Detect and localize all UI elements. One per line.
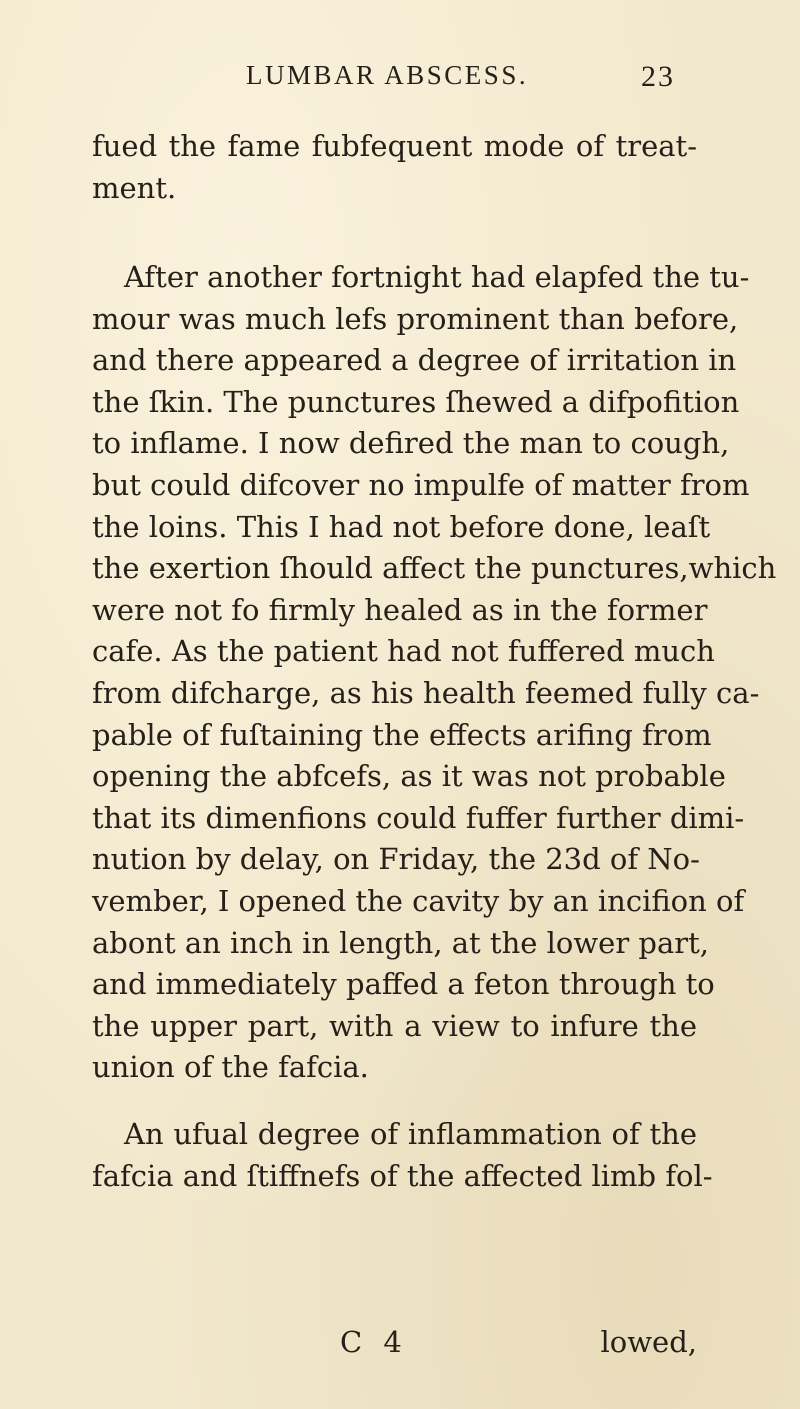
catchline (92, 1321, 697, 1363)
text-line: fued the fame fubfequent mode of treat- (92, 129, 697, 163)
text-line: ment. (92, 170, 177, 205)
text-line: opening the abfcefs, as it was not probable (92, 759, 726, 794)
text-line: An ufual degree of inflammation of the (124, 1117, 697, 1151)
text-line: the loins. This I had not before done, leaſt (92, 509, 711, 544)
text-line: pable of fuſtaining the effects arifing from (92, 717, 712, 752)
text-line: cafe. As the patient had not fuffered much (92, 634, 715, 669)
page-number: 23 (641, 60, 675, 93)
text-line: and there appeared a degree of irritation in (92, 343, 737, 378)
paragraph-1 (92, 126, 697, 209)
text-line: abont an inch in length, at the lower part, (92, 925, 710, 960)
text-line: but could difcover no impulfe of matter from (92, 467, 750, 502)
paragraph-3 (92, 1114, 713, 1197)
signature-mark: C 4 (340, 1325, 408, 1359)
text-line: were not fo firmly healed as in the former (92, 592, 708, 627)
text-line: from difcharge, as his health feemed fully ca- (92, 675, 760, 710)
text-line: union of the fafcia. (92, 1050, 369, 1085)
running-head: LUMBAR ABSCESS. (246, 60, 529, 90)
text-line: the upper part, with a view to infure the (92, 1008, 697, 1043)
text-line: the ſkin. The punctures ſhewed a difpofition (92, 384, 740, 419)
text-line: that its dimenfions could fuffer further dimi- (92, 800, 745, 835)
text-line: vember, I opened the cavity by an incifion of (92, 883, 745, 918)
text-line: mour was much lefs prominent than before, (92, 301, 739, 336)
text-line: nution by delay, on Friday, the 23d of No- (92, 842, 700, 877)
text-line: to inflame. I now defired the man to cough, (92, 426, 730, 461)
text-line: After another fortnight had elapfed the tu- (124, 260, 750, 294)
paragraph-2 (92, 257, 777, 1089)
text-line: the exertion ſhould affect the punctures,which (92, 551, 777, 586)
text-line: fafcia and ſtiffnefs of the affected limb fol- (92, 1158, 713, 1193)
text-line: and immediately paffed a feton through to (92, 967, 715, 1002)
catchword: lowed, (600, 1325, 697, 1359)
